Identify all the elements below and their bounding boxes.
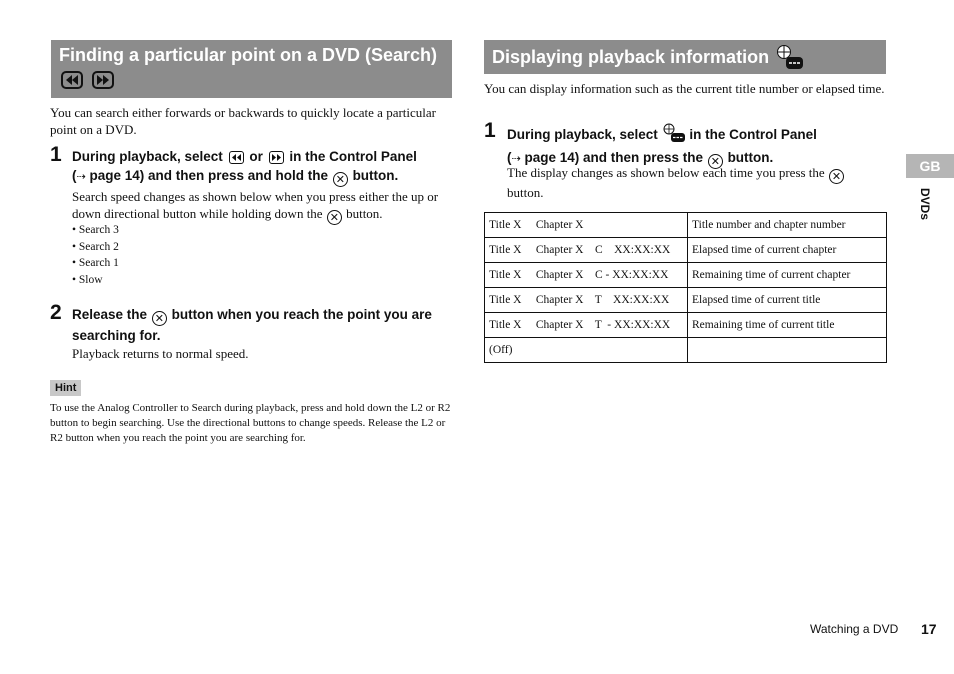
table-row bbox=[485, 338, 887, 363]
table-cell: Title X Chapter X T - XX:XX:XX bbox=[485, 313, 688, 338]
step-text: button when you reach the point you are searching for. bbox=[72, 307, 432, 343]
page-number: 17 bbox=[921, 621, 937, 637]
step-text: ( bbox=[507, 150, 512, 165]
step-text: in the Control Panel bbox=[689, 127, 817, 142]
right-step1-description bbox=[507, 164, 879, 201]
page-reference-arrow-icon: ⇢ bbox=[76, 170, 86, 183]
table-cell: Title X Chapter X T XX:XX:XX bbox=[485, 288, 688, 313]
cross-button-icon: ✕ bbox=[327, 210, 342, 225]
table-row bbox=[485, 238, 887, 263]
list-item: • Search 1 bbox=[72, 255, 119, 272]
desc-text: button. bbox=[346, 206, 383, 221]
table-cell: Title number and chapter number bbox=[688, 213, 887, 238]
desc-text: Search speed changes as shown below when you press either the up or down directional button while holding down the bbox=[72, 189, 439, 221]
playback-info-table bbox=[484, 212, 887, 363]
page-reference-arrow-icon: ⇢ bbox=[511, 152, 521, 165]
table-cell: Title X Chapter X C XX:XX:XX bbox=[485, 238, 688, 263]
step-text: button. bbox=[727, 150, 774, 165]
right-step1-number: 1 bbox=[484, 119, 496, 142]
cross-button-icon: ✕ bbox=[829, 169, 844, 184]
table-row bbox=[485, 288, 887, 313]
step-text: page 14) and then press the bbox=[524, 150, 704, 165]
section-side-label: DVDs bbox=[918, 188, 932, 221]
hint-text: To use the Analog Controller to Search during playback, press and hold down the L2 or R2 button to begin searching. Use the directional buttons to change speeds. Release the L2 or R2 button when you reach the point you are searching for. bbox=[50, 402, 451, 444]
table-row bbox=[485, 213, 887, 238]
info-display-icon bbox=[662, 123, 686, 148]
list-item: • Slow bbox=[72, 272, 119, 289]
table-cell: Title X Chapter X C - XX:XX:XX bbox=[485, 263, 688, 288]
table-row bbox=[485, 263, 887, 288]
left-step1-number: 1 bbox=[50, 143, 62, 166]
desc-text: The display changes as shown below each time you press the bbox=[507, 165, 825, 180]
step-text: ( bbox=[72, 168, 77, 183]
step-text: or bbox=[249, 149, 263, 164]
step-text: in the Control Panel bbox=[289, 149, 417, 164]
left-step2-description: Playback returns to normal speed. bbox=[72, 346, 249, 361]
fast-forward-icon bbox=[92, 71, 114, 89]
rewind-icon bbox=[61, 71, 83, 89]
list-item: • Search 2 bbox=[72, 239, 119, 256]
table-cell: Remaining time of current title bbox=[688, 313, 887, 338]
table-cell: (Off) bbox=[485, 338, 688, 363]
left-step2-number: 2 bbox=[50, 301, 62, 324]
fast-forward-icon bbox=[269, 151, 284, 164]
table-cell bbox=[688, 338, 887, 363]
desc-text: button. bbox=[507, 185, 544, 200]
left-step2-instruction bbox=[72, 305, 442, 345]
left-step1-instruction bbox=[72, 147, 454, 187]
table-row bbox=[485, 313, 887, 338]
search-speed-list bbox=[72, 222, 119, 288]
cross-button-icon: ✕ bbox=[333, 172, 348, 187]
cross-button-icon: ✕ bbox=[152, 311, 167, 326]
list-item: • Search 3 bbox=[72, 222, 119, 239]
info-display-icon bbox=[775, 44, 805, 70]
hint-label: Hint bbox=[50, 380, 81, 396]
rewind-icon bbox=[229, 151, 244, 164]
right-step1-instruction bbox=[507, 123, 887, 169]
table-cell: Elapsed time of current title bbox=[688, 288, 887, 313]
step-text: Release the bbox=[72, 307, 148, 322]
left-step1-description bbox=[72, 188, 454, 225]
step-text: button. bbox=[352, 168, 399, 183]
right-section-header bbox=[484, 40, 886, 74]
left-intro: You can search either forwards or backwards to quickly locate a particular point on a DVD. bbox=[50, 105, 437, 137]
cross-button-icon: ✕ bbox=[708, 154, 723, 169]
table-cell: Elapsed time of current chapter bbox=[688, 238, 887, 263]
step-text: During playback, select bbox=[507, 127, 658, 142]
right-intro: You can display information such as the current title number or elapsed time. bbox=[484, 81, 885, 96]
left-section-header bbox=[51, 40, 452, 98]
right-header-title: Displaying playback information bbox=[492, 47, 770, 67]
table-cell: Title X Chapter X bbox=[485, 213, 688, 238]
left-header-title: Finding a particular point on a DVD (Search) bbox=[59, 45, 438, 65]
step-text: page 14) and then press and hold the bbox=[89, 168, 329, 183]
table-cell: Remaining time of current chapter bbox=[688, 263, 887, 288]
language-tab: GB bbox=[906, 154, 954, 178]
footer-section-title: Watching a DVD bbox=[810, 622, 899, 636]
step-text: During playback, select bbox=[72, 149, 223, 164]
